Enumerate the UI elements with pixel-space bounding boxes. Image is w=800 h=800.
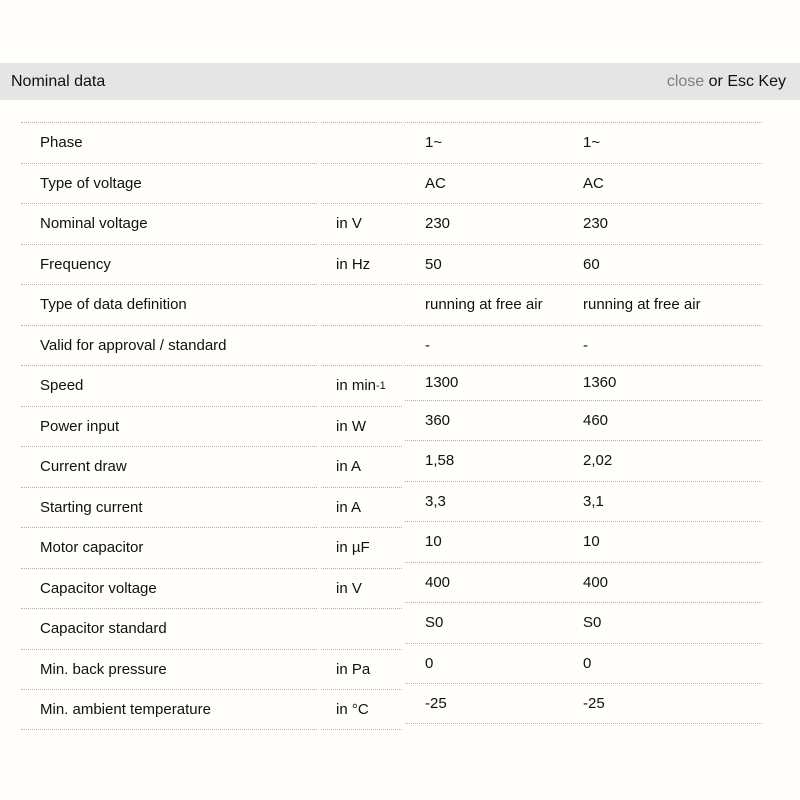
spec-row-unit [321,284,402,325]
spec-value-variant1: 3,3 [425,492,446,510]
spec-label: Type of voltage [40,174,142,192]
dialog-close-area [667,63,786,100]
spec-row-label [21,163,317,204]
spec-label: Motor capacitor [40,539,144,557]
spec-row-values [405,562,762,603]
spec-row-label [21,608,317,649]
spec-row-unit: in min -1 [321,365,402,406]
spec-value-variant1: 360 [425,411,451,429]
spec-value-variant2: -25 [583,694,605,712]
spec-row-unit [321,568,402,609]
spec-value-variant2: 400 [583,573,609,591]
spec-row-values [405,284,762,325]
spec-value-variant1: - [425,336,430,354]
spec-value-variant1: -25 [425,694,447,712]
spec-value-variant2: 60 [583,255,600,273]
spec-row-values [405,683,762,724]
spec-row-label [21,203,317,244]
spec-row-unit [321,325,402,366]
spec-row-unit [321,203,402,244]
spec-row-unit [321,244,402,285]
spec-unit: in Pa [336,660,371,678]
spec-row-label [21,122,317,163]
spec-value-variant1: 400 [425,573,451,591]
spec-row-values [405,325,762,366]
spec-label: Valid for approval / standard [40,336,227,354]
spec-row-unit [321,446,402,487]
spec-row-values [405,400,762,441]
spec-row-values [405,643,762,684]
spec-row-unit [321,163,402,204]
spec-unit: in min [336,377,377,395]
spec-row-label [21,689,317,730]
spec-value-variant2: 1~ [583,134,601,152]
spec-row-unit [321,649,402,690]
spec-row-label [21,244,317,285]
spec-unit: in µF [336,539,370,557]
spec-value-variant1: 230 [425,215,451,233]
spec-labels-column [21,122,317,730]
spec-value-variant1: 1~ [425,134,443,152]
spec-label: Power input [40,417,120,435]
spec-row-unit [321,527,402,568]
spec-row-unit [321,406,402,447]
spec-row-values [405,244,762,285]
spec-label: Min. ambient temperature [40,700,211,718]
spec-units-column [321,122,402,730]
spec-row-unit [321,122,402,163]
spec-unit: in Hz [336,255,371,273]
spec-label: Starting current [40,498,143,516]
spec-value-variant2: S0 [583,614,602,632]
spec-row-values [405,521,762,562]
dialog-title: Nominal data [11,73,106,90]
spec-label: Speed [40,377,84,395]
spec-label: Min. back pressure [40,660,167,678]
spec-row-unit [321,608,402,649]
spec-unit: in A [336,458,362,476]
spec-row-label [21,284,317,325]
spec-unit: in V [336,215,362,233]
spec-value-variant1: AC [425,174,446,192]
spec-row-values [405,163,762,204]
spec-label: Nominal voltage [40,215,148,233]
spec-label: Capacitor standard [40,620,167,638]
spec-row-label [21,365,317,406]
spec-row-values [405,203,762,244]
spec-row-label [21,487,317,528]
spec-label: Phase [40,134,83,152]
spec-row-values [405,602,762,643]
spec-value-variant2: AC [583,174,604,192]
spec-value-variant2: 460 [583,411,609,429]
close-link[interactable]: close [666,73,705,90]
spec-row-label [21,568,317,609]
spec-row-label [21,325,317,366]
spec-label: Type of data definition [40,296,187,314]
dialog-header [0,63,800,100]
spec-value-variant1: running at free air [425,296,543,314]
esc-key-hint: Esc Key [727,73,786,90]
spec-row-label [21,649,317,690]
spec-value-variant2: 10 [583,533,600,551]
spec-row-unit [321,689,402,730]
spec-value-variant1: 10 [425,533,442,551]
spec-value-variant1: 1,58 [425,452,455,470]
spec-unit: in A [336,498,362,516]
spec-value-variant2: running at free air [583,296,701,314]
spec-value-variant2: 1360 [583,374,617,392]
spec-row-values [405,440,762,481]
spec-row-unit [321,487,402,528]
spec-row-label [21,446,317,487]
spec-row-values [405,365,762,400]
spec-label: Capacitor voltage [40,579,157,597]
spec-label: Frequency [40,255,111,273]
spec-row-values [405,122,762,163]
spec-value-variant2: 0 [583,654,592,672]
spec-unit: in V [336,579,362,597]
spec-unit: in °C [336,700,369,718]
spec-row-label [21,527,317,568]
spec-value-variant2: 3,1 [583,492,604,510]
spec-values-columns [405,122,762,724]
spec-value-variant2: - [583,336,588,354]
close-or-text: or [704,73,728,90]
spec-label: Current draw [40,458,127,476]
spec-unit: in W [336,417,366,435]
spec-value-variant1: 50 [425,255,442,273]
spec-value-variant1: 0 [425,654,434,672]
spec-row-values [405,481,762,522]
spec-value-variant2: 2,02 [583,452,613,470]
spec-row-label [21,406,317,447]
spec-value-variant1: S0 [425,614,444,632]
spec-value-variant2: 230 [583,215,609,233]
spec-value-variant1: 1300 [425,374,459,392]
